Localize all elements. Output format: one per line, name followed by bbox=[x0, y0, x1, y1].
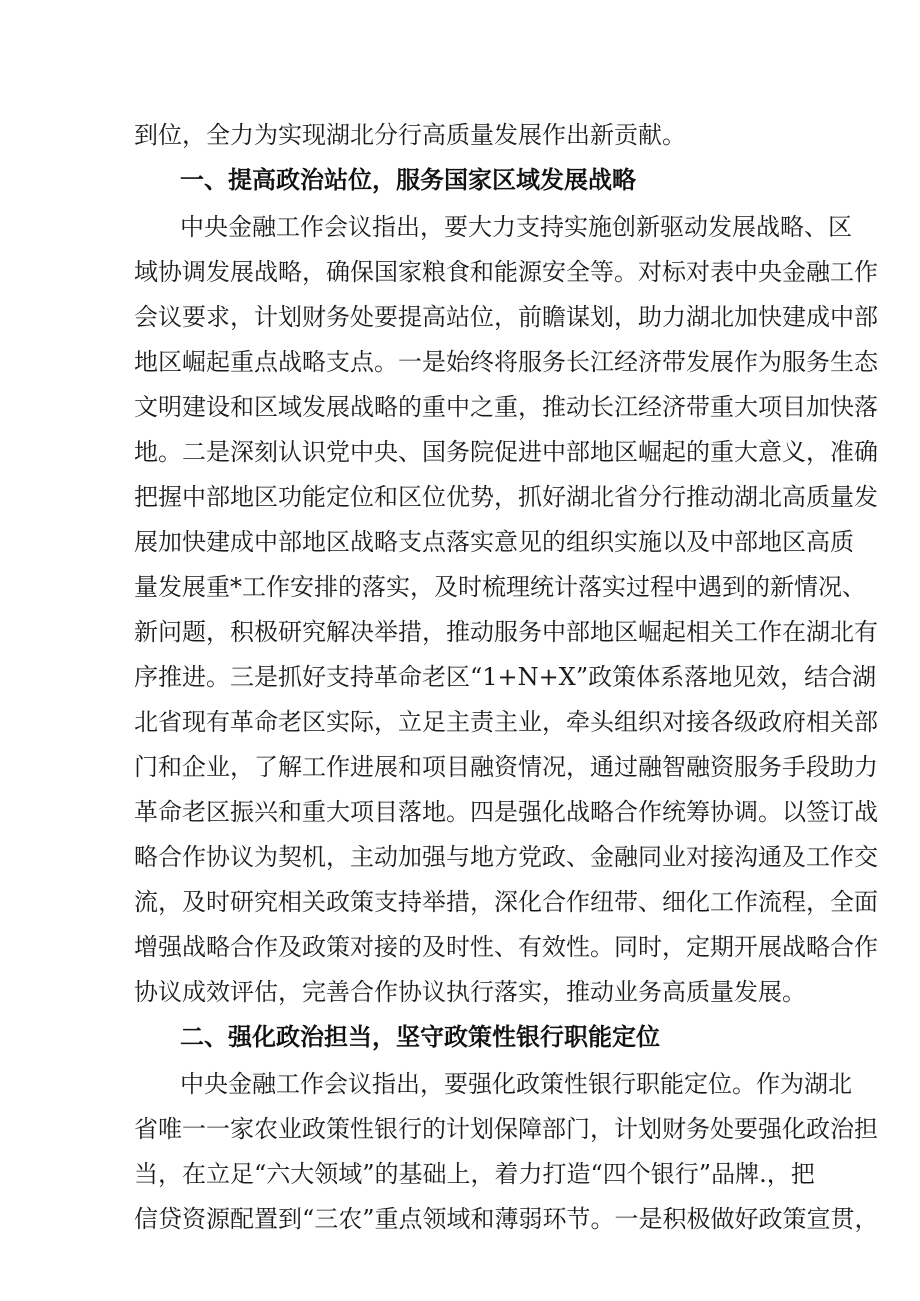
paragraph-line: 省唯一一家农业政策性银行的计划保障部门，计划财务处要强化政治担 bbox=[134, 1115, 878, 1143]
paragraph-line: 地。二是深刻认识党中央、国务院促进中部地区崛起的重大意义，准确 bbox=[134, 438, 878, 466]
section-heading-2: 二、强化政治担当，坚守政策性银行职能定位 bbox=[180, 1023, 660, 1051]
paragraph-line: 门和企业，了解工作进展和项目融资情况，通过融智融资服务手段助力 bbox=[134, 753, 878, 781]
paragraph-line: 略合作协议为契机，主动加强与地方党政、金融同业对接沟通及工作交 bbox=[134, 843, 878, 871]
paragraph-line: 地区崛起重点战略支点。一是始终将服务长江经济带发展作为服务生态 bbox=[134, 348, 878, 376]
paragraph-line: 当，在立足“六大领域”的基础上，着力打造“四个银行”品牌.，把 bbox=[134, 1160, 815, 1188]
paragraph-line: 新问题，积极研究解决举措，推动服务中部地区崛起相关工作在湖北有 bbox=[134, 618, 878, 646]
paragraph-line: 会议要求，计划财务处要提高站位，前瞻谋划，助力湖北加快建成中部 bbox=[134, 303, 878, 331]
section-heading-1: 一、提高政治站位，服务国家区域发展战略 bbox=[180, 166, 636, 194]
paragraph-line: 把握中部地区功能定位和区位优势，抓好湖北省分行推动湖北高质量发 bbox=[134, 483, 878, 511]
paragraph-line: 革命老区振兴和重大项目落地。四是强化战略合作统筹协调。以签订战 bbox=[134, 798, 878, 826]
paragraph-line: 展加快建成中部地区战略支点落实意见的组织实施以及中部地区高质 bbox=[134, 528, 854, 556]
paragraph-line: 流，及时研究相关政策支持举措，深化合作纽带、细化工作流程，全面 bbox=[134, 888, 878, 916]
paragraph-line: 信贷资源配置到“三农”重点领域和薄弱环节。一是积极做好政策宣贯， bbox=[134, 1205, 879, 1233]
paragraph-line: 中央金融工作会议指出，要大力支持实施创新驱动发展战略、区 bbox=[180, 213, 852, 241]
paragraph-line: 中央金融工作会议指出，要强化政策性银行职能定位。作为湖北 bbox=[180, 1070, 852, 1098]
paragraph-line: 文明建设和区域发展战略的重中之重，推动长江经济带重大项目加快落 bbox=[134, 393, 878, 421]
paragraph-line: 北省现有革命老区实际，立足主责主业，牵头组织对接各级政府相关部 bbox=[134, 708, 878, 736]
paragraph-line: 量发展重*工作安排的落实，及时梳理统计落实过程中遇到的新情况、 bbox=[134, 573, 866, 601]
paragraph-line: 协议成效评估，完善合作协议执行落实，推动业务高质量发展。 bbox=[134, 978, 806, 1006]
paragraph-line: 增强战略合作及政策对接的及时性、有效性。同时，定期开展战略合作 bbox=[134, 933, 878, 961]
text-line: 到位，全力为实现湖北分行高质量发展作出新贡献。 bbox=[134, 121, 686, 149]
paragraph-line: 域协调发展战略，确保国家粮食和能源安全等。对标对表中央金融工作 bbox=[134, 258, 878, 286]
paragraph-line: 序推进。三是抓好支持革命老区“1+N+X”政策体系落地见效，结合湖 bbox=[134, 663, 877, 691]
